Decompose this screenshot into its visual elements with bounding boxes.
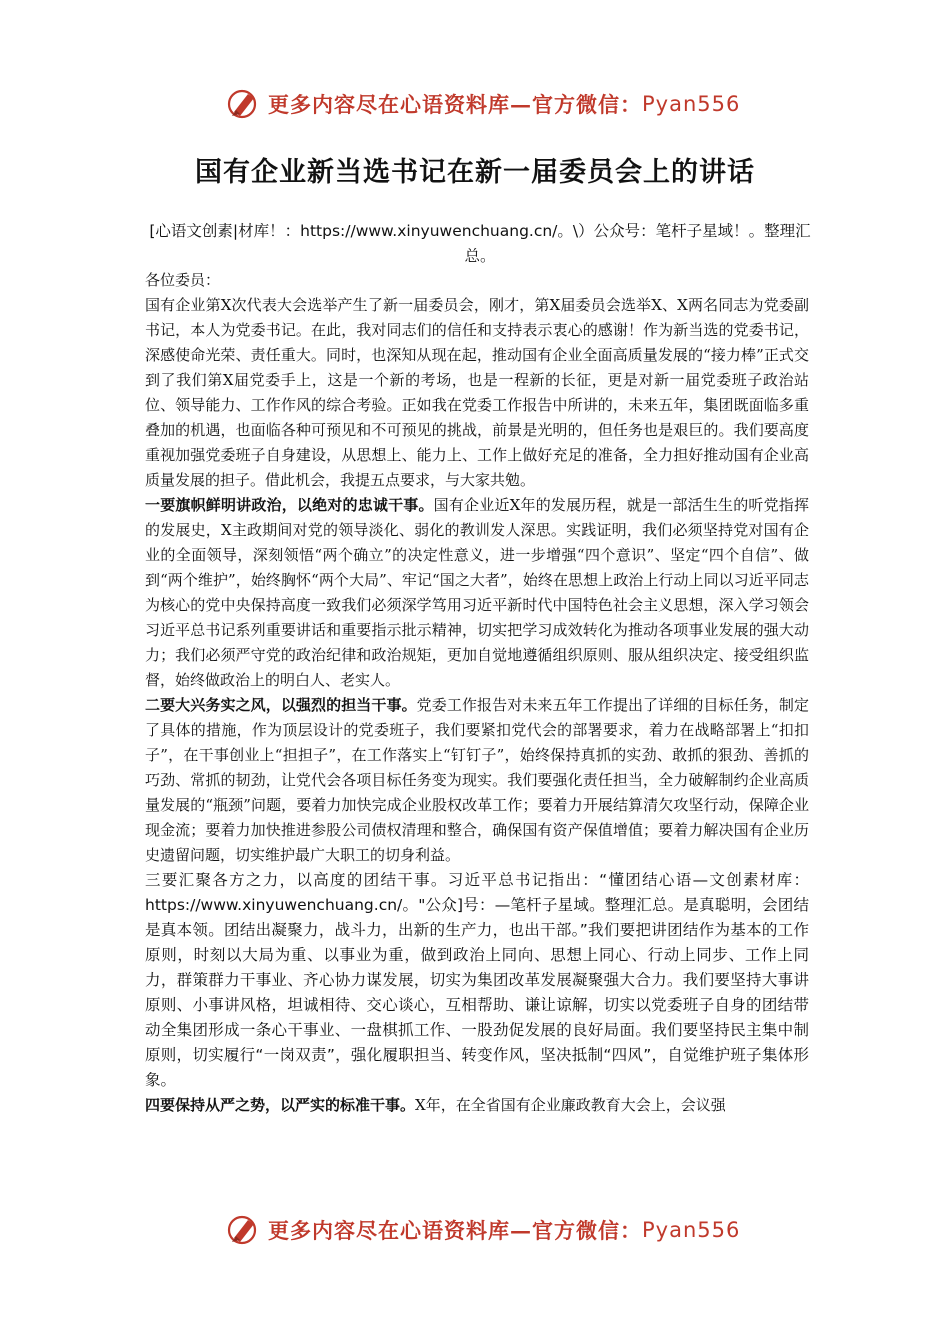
page-title: 国有企业新当选书记在新一届委员会上的讲话 <box>195 157 755 188</box>
banner-text: 更多内容尽在心语资料库—官方微信： <box>268 92 642 117</box>
intro-paragraph: 国有企业第X次代表大会选举产生了新一届委员会，刚才，第X届委员会选举X、X两名同志为党委副书记，本人为党委书记。在此，我对同志们的信任和支持表示衷心的感谢！作为新当选的党委书记，深感使命光荣、责任重大。同时，也深知从现在起，推动国有企业全面高质量发展的“接力棒”正式交到了我们第X届党委手上，这是一个新的考场，也是一程新的长征，更是对新一届党委班子政治站位、领导能力、工作作风的综合考验。正如我在党委工作报告中所讲的，未来五年，集团既面临多重叠加的机遇，也面临各种可预见和不可预见的挑战，前景是光明的，但任务也是艰巨的。我们要高度重视加强党委班子自身建设，从思想上、能力上、工作上做好充足的准备，全力担好推动国有企业高质量发展的担子。借此机会，我提五点要求，与大家共勉。 <box>145 296 809 489</box>
pen-nib-logo-icon <box>226 86 262 122</box>
point-body-4: X年，在全省国有企业廉政教育大会上，会议强 <box>415 1096 726 1114</box>
footer-banner-text: 更多内容尽在心语资料库—官方微信： <box>268 1218 642 1243</box>
pen-nib-logo-icon <box>226 1212 262 1248</box>
footer-banner-wechat: Pyan556 <box>642 1218 741 1242</box>
point-body-1: 国有企业近X年的发展历程，就是一部活生生的听党指挥的发展史，X主政期间对党的领导淡化、弱化的教训发人深思。实践证明，我们必须坚持党对国有企业的全面领导，深刻领悟“两个确立”的决定性意义，进一步增强“四个意识”、坚定“四个自信”、做到“两个维护”，始终胸怀“两个大局”、牢记“国之大者”，始终在思想上政治上行动上同以习近平同志为核心的党中央保持高度一致我们必须深学笃用习近平新时代中国特色社会主义思想，深入学习领会习近平总书记系列重要讲话和重要指示批示精神，切实把学习成效转化为推动各项事业发展的强大动力；我们必须严守党的政治纪律和政治规矩，更加自觉地遵循组织原则、服从组织决定、接受组织监督，始终做政治上的明白人、老实人。 <box>145 496 809 689</box>
point-heading-4: 四要保持从严之势，以严实的标准干事。 <box>145 1096 416 1114</box>
point-heading-2: 二要大兴务实之风，以强烈的担当干事。 <box>145 696 417 714</box>
point-paragraph-2 <box>145 693 809 868</box>
greeting: 各位委员： <box>145 271 221 289</box>
point-body-2: 党委工作报告对未来五年工作提出了详细的目标任务，制定了具体的措施，作为顶层设计的党委班子，我们要紧扣党代会的部署要求，着力在战略部署上“扣扣子”，在干事创业上“担担子”，在工作落实上“钉钉子”，始终保持真抓的实劲、敢抓的狠劲、善抓的巧劲、常抓的韧劲，让党代会各项目标任务变为现实。我们要强化责任担当，全力破解制约企业高质量发展的“瓶颈”问题，要着力加快完成企业股权改革工作；要着力开展结算清欠攻坚行动，保障企业现金流；要着力加快推进参股公司债权清理和整合，确保国有资产保值增值；要着力解决国有企业历史遗留问题，切实维护最广大职工的切身利益。 <box>145 696 809 864</box>
point-paragraph-4 <box>145 1093 809 1118</box>
footer-banner <box>226 1210 746 1250</box>
point-heading-3: 三要汇聚各方之力，以高度的团结干事。 <box>145 871 448 889</box>
point-paragraph-3 <box>145 868 809 1093</box>
banner-wechat: Pyan556 <box>642 92 741 116</box>
point-body-3: 习近平总书记指出：“懂团结心语—文创素材库：https://www.xinyuwenchuang.cn/。"公众]号：—笔杆子星域。整理汇总。是真聪明，会团结是真本领。团结出凝聚力，战斗力，出新的生产力，也出干部。”我们要把讲团结作为基本的工作原则，时刻以大局为重、以事业为重，做到政治上同向、思想上同心、行动上同步、工作上同力，群策群力干事业、齐心协力谋发展，切实为集团改革发展凝聚强大合力。我们要坚持大事讲原则、小事讲风格，坦诚相待、交心谈心，互相帮助、谦让谅解，切实以党委班子自身的团结带动全集团形成一条心干事业、一盘棋抓工作、一股劲促发展的良好局面。我们要坚持民主集中制原则，切实履行“一岗双责”，强化履职担当、转变作风，坚决抵制“四风”，自觉维护班子集体形象。 <box>145 871 809 1089</box>
header-banner <box>226 84 746 124</box>
source-note: [心语文创素|材库！：https://www.xinyuwenchuang.cn/。\）公众号：笔杆子星域！。整理汇总。 <box>149 222 811 265</box>
point-heading-1: 一要旗帜鲜明讲政治，以绝对的忠诚干事。 <box>145 496 434 514</box>
speech-body <box>145 268 809 1118</box>
point-paragraph-1 <box>145 493 809 693</box>
